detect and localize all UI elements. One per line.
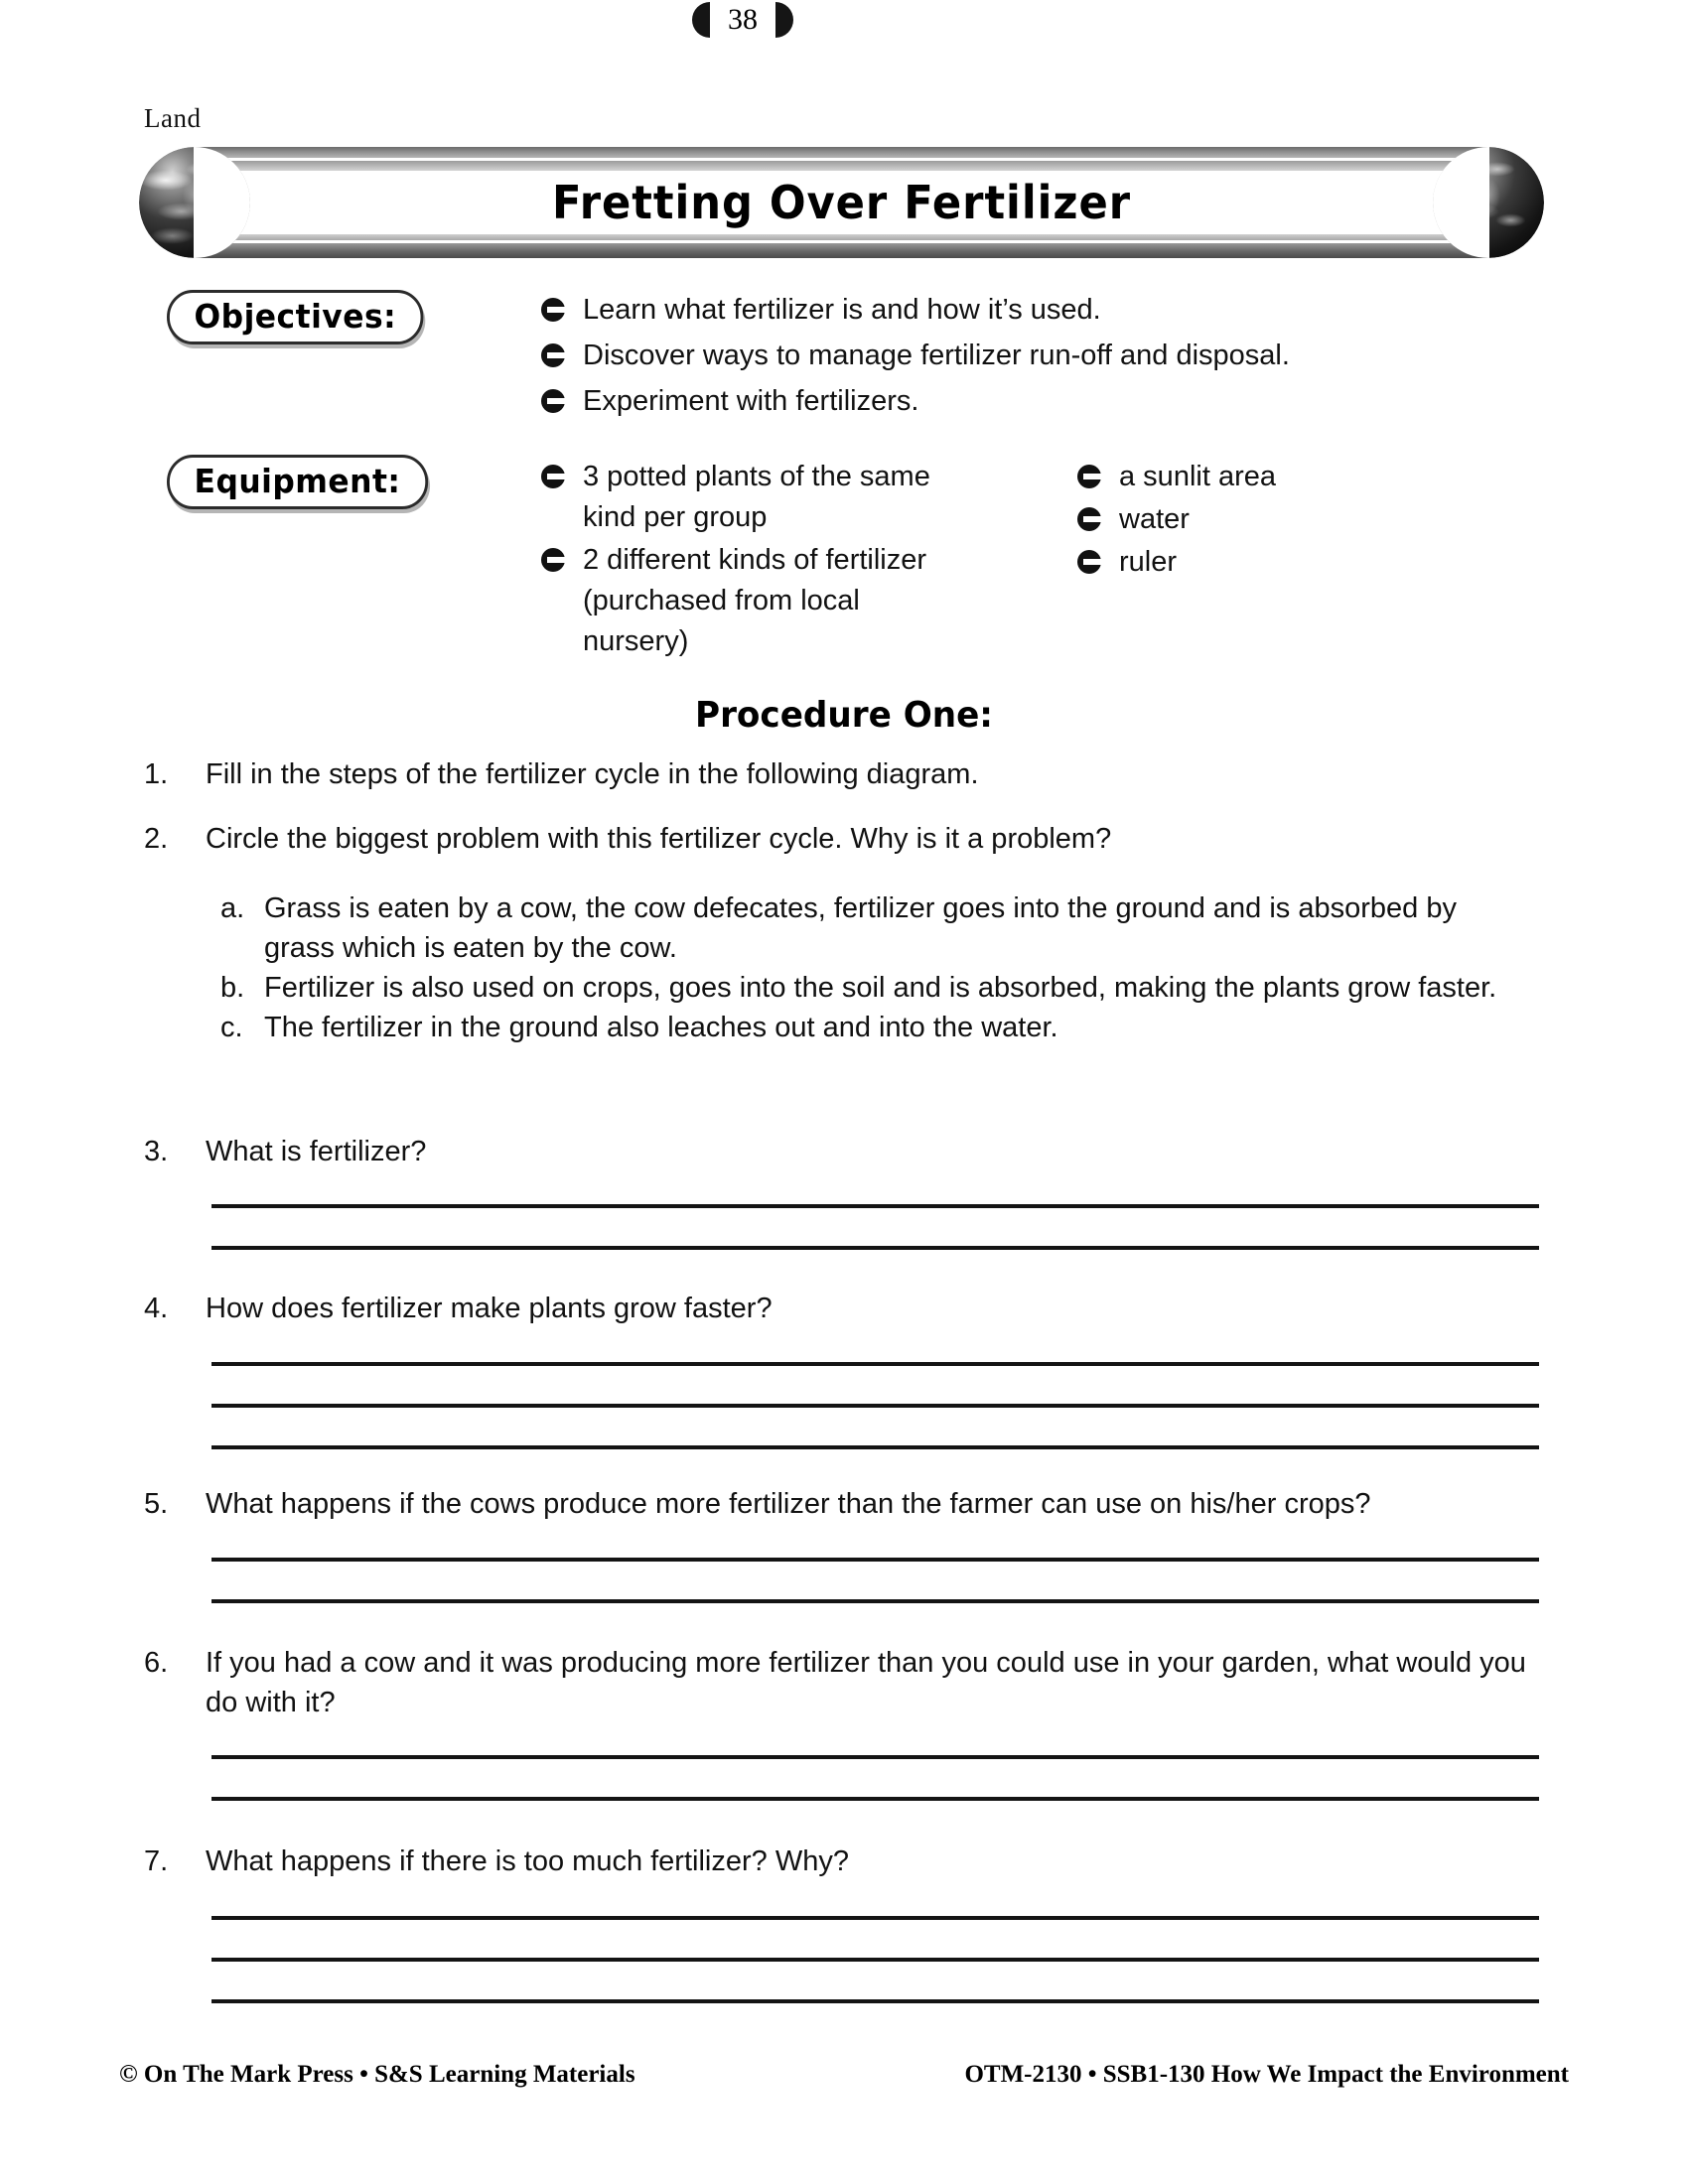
question-text: What happens if there is too much fertilizer? Why? (206, 1845, 849, 1877)
answer-line[interactable] (211, 1404, 1539, 1408)
page-number: 38 (728, 3, 758, 36)
question-text: Circle the biggest problem with this fertilizer cycle. Why is it a problem? (206, 823, 1112, 855)
question-number: 5. (144, 1488, 169, 1520)
equipment-text: 2 different kinds of fertilizer (purchased from local nursery) (583, 544, 927, 657)
question-5-answer-area[interactable] (211, 1558, 1539, 1603)
equipment-list-column-two (1077, 457, 1435, 585)
question-text: If you had a cow and it was producing more fertilizer than you could use in your garden, what would you do with it? (206, 1647, 1526, 1718)
half-disc-icon-right (775, 2, 793, 38)
list-item (220, 968, 1531, 1008)
title-banner (139, 147, 1544, 258)
half-disc-icon-left (692, 2, 710, 38)
question-2-subitems (220, 888, 1531, 1047)
page-number-group (692, 2, 793, 38)
circle-arrow-icon (1077, 507, 1103, 533)
question-text: Fill in the steps of the fertilizer cycle in the following diagram. (206, 758, 979, 790)
circle-arrow-icon (1077, 465, 1103, 490)
answer-line[interactable] (211, 1958, 1539, 1962)
answer-line[interactable] (211, 1558, 1539, 1562)
footer-copyright: © On The Mark Press • S&S Learning Materials (119, 2061, 635, 2088)
objectives-label: Objectives: (167, 290, 424, 344)
subitem-text: The fertilizer in the ground also leaches out and into the water. (264, 1012, 1058, 1043)
answer-line[interactable] (211, 1362, 1539, 1366)
answer-line[interactable] (211, 1599, 1539, 1603)
answer-line[interactable] (211, 1204, 1539, 1208)
page-footer (119, 2053, 1569, 2097)
banner-bar-top-light (196, 161, 1487, 171)
subitem-letter: b. (220, 972, 245, 1004)
equipment-text: a sunlit area (1119, 461, 1276, 492)
subitem-letter: a. (220, 892, 245, 924)
subitem-letter: c. (220, 1012, 243, 1043)
list-item (541, 381, 1475, 422)
equipment-label: Equipment: (167, 455, 428, 509)
equipment-list-column-one (541, 457, 958, 664)
list-item (541, 290, 1475, 331)
question-4-answer-area[interactable] (211, 1362, 1539, 1449)
answer-line[interactable] (211, 1999, 1539, 2003)
page-title: Fretting Over Fertilizer (552, 176, 1131, 229)
objective-text: Learn what fertilizer is and how it’s used. (583, 294, 1101, 326)
question-number: 7. (144, 1845, 169, 1877)
question-number: 6. (144, 1647, 169, 1679)
circle-arrow-icon (1077, 550, 1103, 576)
banner-bar-bottom-light (196, 234, 1487, 240)
circle-arrow-icon (541, 298, 567, 324)
equipment-text: 3 potted plants of the same kind per group (583, 461, 930, 533)
question-3 (144, 1132, 1544, 1171)
list-item (541, 336, 1475, 376)
question-5 (144, 1484, 1544, 1524)
question-number: 3. (144, 1136, 169, 1167)
question-text: How does fertilizer make plants grow faster? (206, 1293, 773, 1324)
circle-arrow-icon (541, 465, 567, 490)
equipment-text: water (1119, 503, 1190, 535)
question-number: 1. (144, 758, 169, 790)
answer-line[interactable] (211, 1246, 1539, 1250)
circle-arrow-icon (541, 548, 567, 574)
answer-line[interactable] (211, 1916, 1539, 1920)
answer-line[interactable] (211, 1797, 1539, 1801)
question-2 (144, 819, 1544, 859)
list-item (1077, 499, 1435, 540)
question-1 (144, 754, 1544, 794)
question-number: 4. (144, 1293, 169, 1324)
list-item (220, 1008, 1531, 1047)
question-3-answer-area[interactable] (211, 1204, 1539, 1250)
list-item (1077, 542, 1435, 583)
answer-line[interactable] (211, 1445, 1539, 1449)
procedure-heading: Procedure One: (695, 695, 993, 736)
subitem-text: Grass is eaten by a cow, the cow defecates, fertilizer goes into the ground and is absorbed by grass which is eaten by the cow. (264, 892, 1457, 964)
banner-bar-bottom-dark (196, 243, 1487, 258)
equipment-text: ruler (1119, 546, 1178, 578)
list-item (541, 457, 958, 538)
section-label: Land (144, 103, 202, 133)
question-7 (144, 1842, 1544, 1881)
question-number: 2. (144, 823, 169, 855)
footer-product-code: OTM-2130 • SSB1-130 How We Impact the Environment (964, 2061, 1569, 2088)
question-6 (144, 1643, 1534, 1722)
question-text: What is fertilizer? (206, 1136, 427, 1167)
question-6-answer-area[interactable] (211, 1755, 1539, 1801)
banner-bar-top-dark (196, 147, 1487, 158)
list-item (220, 888, 1531, 968)
circle-arrow-icon (541, 389, 567, 415)
question-text: What happens if the cows produce more fertilizer than the farmer can use on his/her crops? (206, 1488, 1371, 1520)
subitem-text: Fertilizer is also used on crops, goes into the soil and is absorbed, making the plants grow faster. (264, 972, 1497, 1004)
circle-arrow-icon (541, 343, 567, 369)
objectives-list (541, 290, 1475, 427)
list-item (541, 540, 958, 662)
question-4 (144, 1289, 1544, 1328)
question-7-answer-area[interactable] (211, 1916, 1539, 2003)
objective-text: Experiment with fertilizers. (583, 385, 919, 417)
list-item (1077, 457, 1435, 497)
answer-line[interactable] (211, 1755, 1539, 1759)
objective-text: Discover ways to manage fertilizer run-off and disposal. (583, 340, 1290, 371)
